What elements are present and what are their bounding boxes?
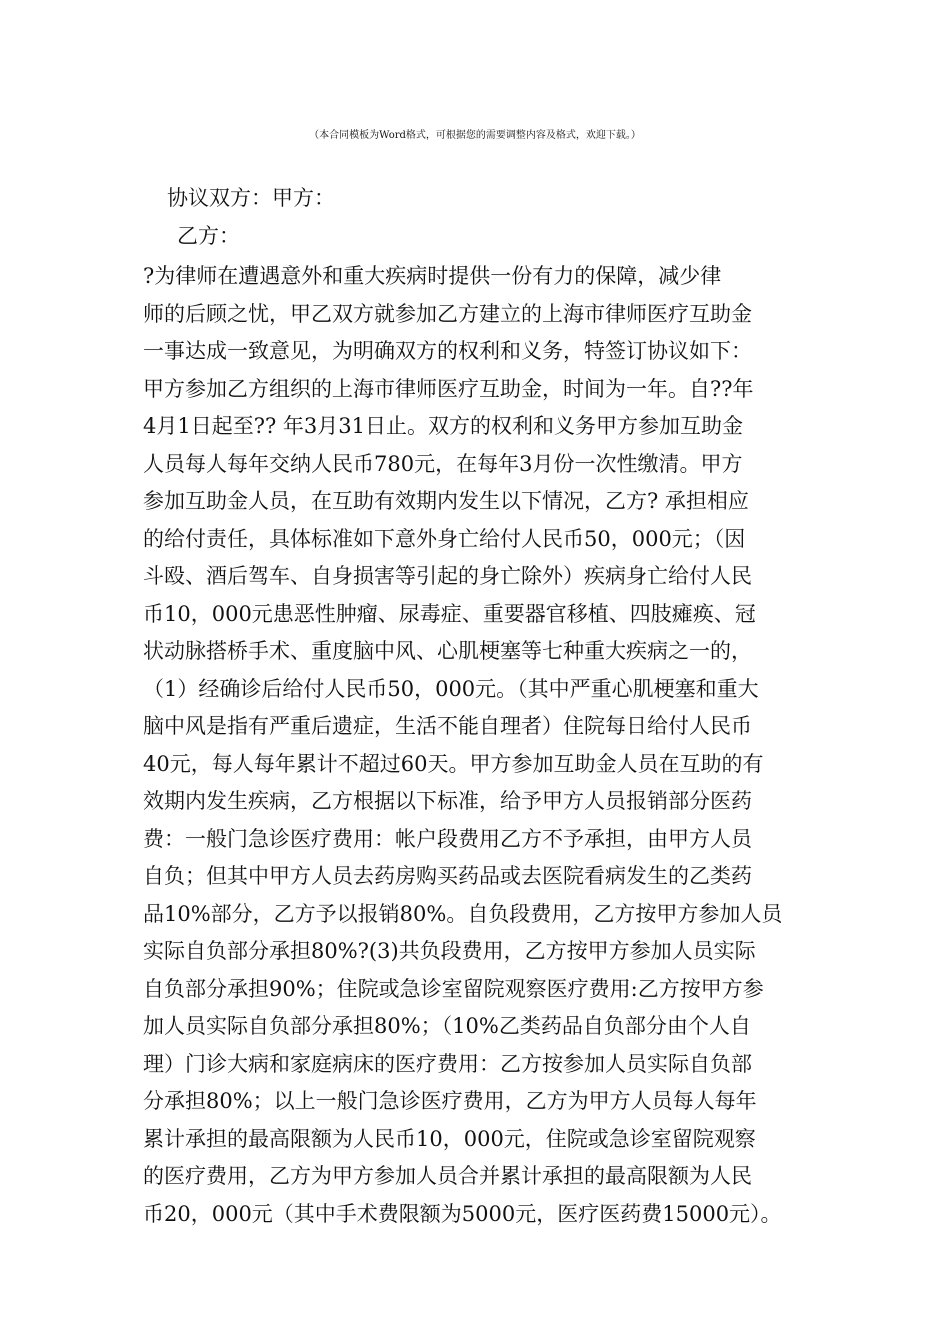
body-line: 脑中风是指有严重后遗症，生活不能自理者）住院每日给付人民币: [143, 714, 752, 738]
body-line: 40元，每人每年累计不超过60天。甲方参加互助金人员在互助的有: [143, 751, 764, 776]
parties-line: 协议双方：甲方：: [167, 186, 335, 210]
body-line: 自负；但其中甲方人员去药房购买药品或去医院看病发生的乙类药: [143, 864, 752, 888]
body-line: （1）经确诊后给付人民币50，000元。（其中严重心肌梗塞和重大: [143, 676, 759, 701]
body-line: 费：一般门急诊医疗费用：帐户段费用乙方不予承担，由甲方人员: [143, 826, 752, 851]
body-line: 人员每人每年交纳人民币780元，在每年3月份一次性缴清。甲方: [143, 451, 743, 476]
body-line: ?为律师在遭遇意外和重大疾病时提供一份有力的保障，减少律: [143, 264, 722, 288]
body-line: 甲方参加乙方组织的上海市律师医疗互助金，时间为一年。自??年: [143, 376, 754, 401]
body-line: 币20，000元（其中手术费限额为5000元，医疗医药费15000元）。: [143, 1201, 782, 1226]
body-line: 一事达成一致意见，为明确双方的权利和义务，特签订协议如下：: [143, 339, 752, 363]
body-line: 累计承担的最高限额为人民币10，000元，住院或急诊室留院观察: [143, 1126, 756, 1151]
body-line: 的给付责任，具体标准如下意外身亡给付人民币50，000元；（因: [143, 526, 746, 551]
body-line: 理）门诊大病和家庭病床的医疗费用：乙方按参加人员实际自负部: [143, 1051, 752, 1076]
body-line: 品10%部分，乙方予以报销80%。自负段费用，乙方按甲方参加人员: [143, 901, 783, 926]
body-line: 参加互助金人员，在互助有效期内发生以下情况，乙方? 承担相应: [143, 489, 749, 513]
body-line: 状动脉搭桥手术、重度脑中风、心肌梗塞等七种重大疾病之一的，: [143, 639, 752, 663]
body-line: 斗殴、酒后驾车、自身损害等引起的身亡除外）疾病身亡给付人民: [143, 564, 752, 588]
party-b-line: 乙方：: [177, 224, 240, 248]
body-line: 自负部分承担90%；住院或急诊室留院观察医疗费用:乙方按甲方参: [143, 976, 764, 1001]
body-line: 师的后顾之忧，甲乙双方就参加乙方建立的上海市律师医疗互助金: [143, 301, 752, 326]
body-line: 4月1日起至?? 年3月31日止。双方的权利和义务甲方参加互助金: [143, 414, 743, 438]
body-line: 的医疗费用，乙方为甲方参加人员合并累计承担的最高限额为人民: [143, 1164, 752, 1188]
agreement-body: [143, 258, 823, 1233]
body-line: 分承担80%；以上一般门急诊医疗费用，乙方为甲方人员每人每年: [143, 1089, 757, 1113]
template-note: （本合同模板为Word格式，可根据您的需要调整内容及格式，欢迎下载。）: [309, 130, 641, 141]
body-line: 实际自负部分承担80%?(3)共负段费用，乙方按甲方参加人员实际: [143, 939, 756, 963]
body-line: 币10，000元患恶性肿瘤、尿毒症、重要器官移植、四肢瘫痪、冠: [143, 601, 756, 626]
body-line: 效期内发生疾病，乙方根据以下标准，给予甲方人员报销部分医药: [143, 789, 752, 813]
body-line: 加人员实际自负部分承担80%；（10%乙类药品自负部分由个人自: [143, 1014, 751, 1038]
